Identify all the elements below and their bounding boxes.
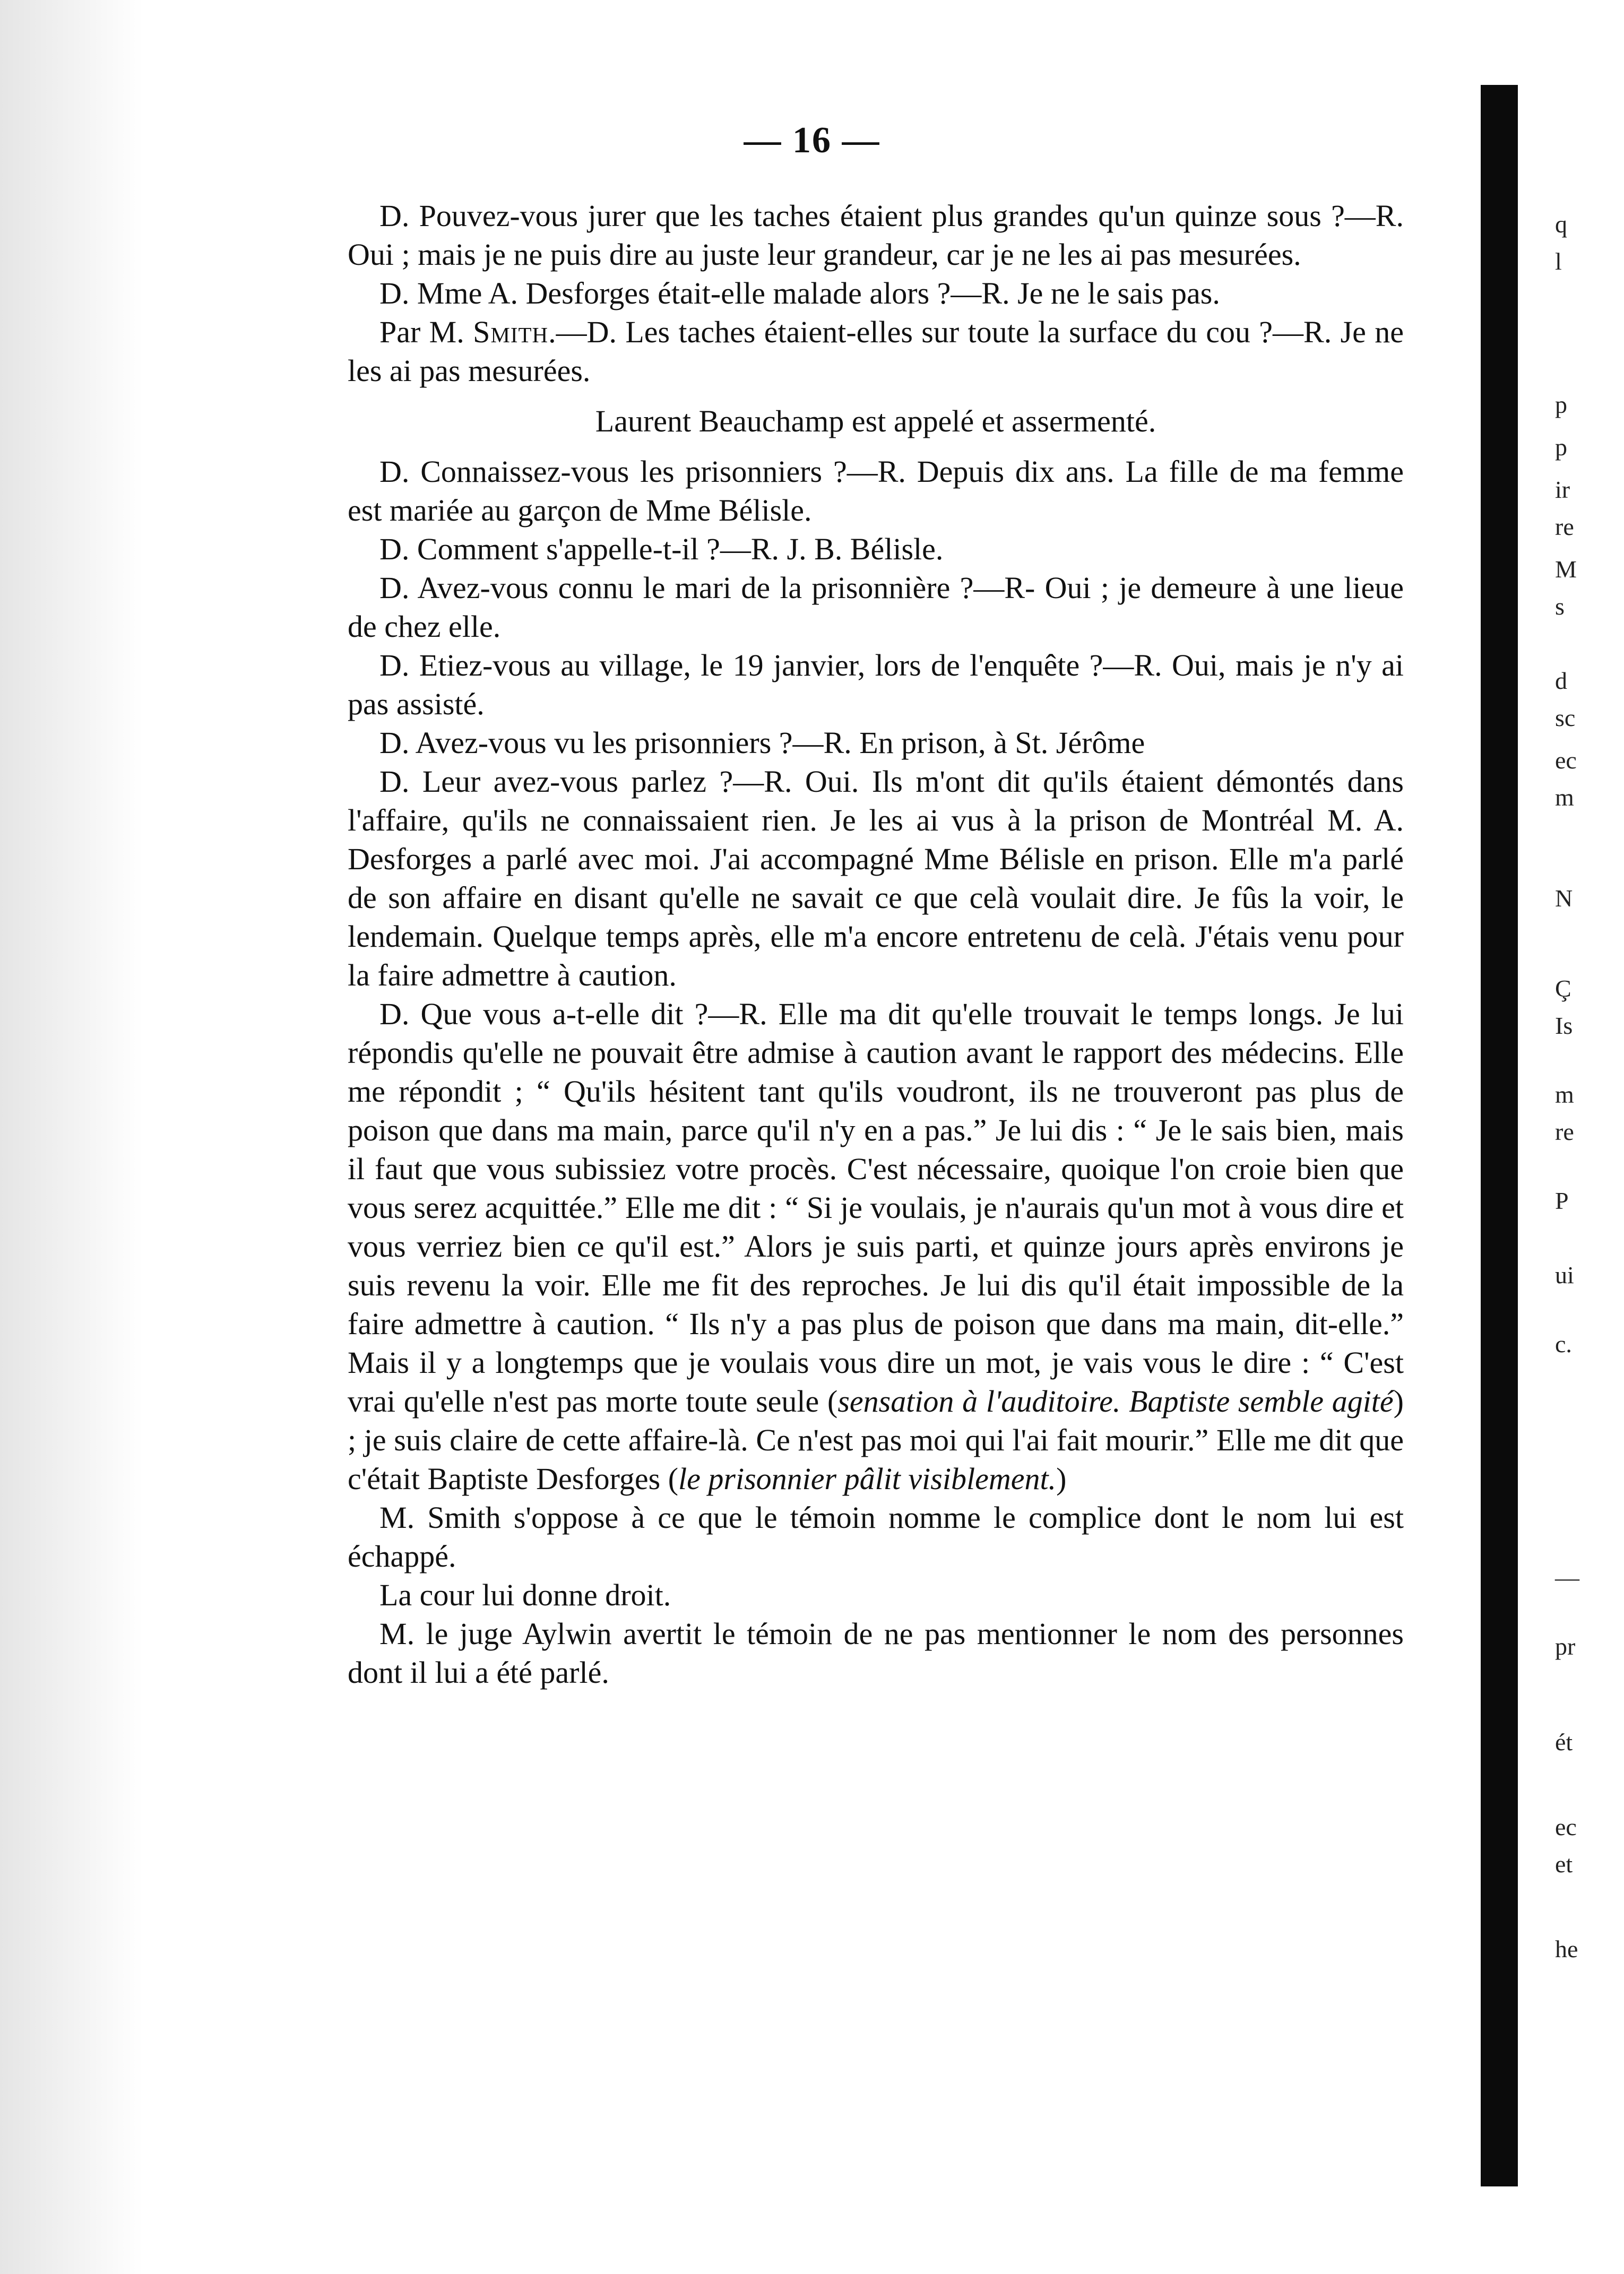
text-run: D. Leur avez-vous parlez ?—R. Oui. Ils m'ont dit qu'ils étaient démontés dans l'affaire, qu'ils ne connaissaient rien. Je les ai vus à la prison de Montréal M. A. Desforges a parlé avec moi. J'ai accompagné Mme Bélisle en prison. Elle m'a parlé de son affaire en disant qu'elle ne savait ce que celà voulait dire. Je fûs la voir, le lendemain. Quelque temps après, elle m'a encore entretenu de celà. J'étais venu pour la faire admettre à caution.	[348, 764, 1404, 992]
facing-page-fragment: P	[1555, 1187, 1569, 1214]
italic-aside: sensation à l'auditoire. Baptiste semble agité	[837, 1384, 1394, 1419]
facing-page-fragment: ét	[1555, 1728, 1573, 1756]
page-edge-shadow	[0, 0, 159, 2274]
paragraph	[348, 313, 1404, 390]
paragraph	[348, 452, 1404, 530]
facing-page-fragment: l	[1555, 248, 1562, 275]
facing-page-fragment: Ç	[1555, 975, 1571, 1002]
facing-page-fragment: N	[1555, 885, 1573, 912]
text-run: D. Avez-vous vu les prisonniers ?—R. En prison, à St. Jérôme	[379, 725, 1145, 760]
facing-page-fragment: q	[1555, 211, 1567, 238]
facing-page-fragment: Is	[1555, 1012, 1573, 1039]
facing-page-fragment: re	[1555, 1118, 1574, 1145]
paragraph	[348, 995, 1404, 1498]
facing-page-fragment: re	[1555, 513, 1574, 540]
text-run: D. Mme A. Desforges était-elle malade alors ?—R. Je ne le sais pas.	[379, 276, 1220, 310]
paragraph	[348, 1576, 1404, 1614]
text-run: D. Que vous a-t-elle dit ?—R. Elle ma dit qu'elle trouvait le temps longs. Je lui répondis qu'elle ne pouvait être admise à caution avant le rapport des médecins. Elle me répondit ; “ Qu'ils hésitent tant qu'ils voudront, ils ne trouveront pas plus de poison que dans ma main, parce qu'il n'y en a pas.” Je lui dis : “ Je le sais bien, mais il faut que vous subissiez votre procès. C'est nécessaire, quoique l'on croie bien que vous serez acquittée.” Elle me dit : “ Si je voulais, je n'aurais qu'un mot à vous dire et vous verriez bien ce qu'il est.” Alors je suis parti, et quinze jours après environs je suis revenu la voir. Elle me fit des reproches. Je lui dis qu'il était impossible de la faire admettre à caution. “ Ils n'y a pas plus de poison que dans ma main, dit-elle.” Mais il y a longtemps que je voulais vous dire un mot, je vais vous le dire : “ C'est vrai qu'elle n'est pas morte toute seule (	[348, 997, 1404, 1419]
facing-page-fragment: m	[1555, 784, 1574, 811]
page-number: — 16 —	[744, 120, 880, 161]
facing-page-fragment: ui	[1555, 1261, 1574, 1289]
text-run: D. Avez-vous connu le mari de la prisonnière ?—R- Oui ; je demeure à une lieue de chez elle.	[348, 570, 1404, 644]
italic-aside: le prisonnier pâlit visiblement.	[678, 1462, 1057, 1496]
facing-page-fragment: pr	[1555, 1633, 1576, 1660]
text-run: M. Smith s'oppose à ce que le témoin nomme le complice dont le nom lui est échappé.	[348, 1500, 1404, 1573]
facing-page-fragment: —	[1555, 1564, 1579, 1591]
witness-heading	[348, 402, 1404, 440]
text-run: D. Etiez-vous au village, le 19 janvier, lors de l'enquête ?—R. Oui, mais je n'y ai pas assisté.	[348, 648, 1404, 721]
text-run: D. Connaissez-vous les prisonniers ?—R. Depuis dix ans. La fille de ma femme est mariée au garçon de Mme Bélisle.	[348, 454, 1404, 528]
facing-page-fragment: m	[1555, 1081, 1574, 1108]
body-text	[348, 196, 1404, 1692]
facing-page-fragment: et	[1555, 1851, 1573, 1878]
facing-page-fragment: d	[1555, 667, 1567, 694]
text-run: M. le juge Aylwin avertit le témoin de ne pas mentionner le nom des personnes dont il lui a été parlé.	[348, 1616, 1404, 1690]
text-run: D. Pouvez-vous jurer que les taches étaient plus grandes qu'un quinze sous ?—R. Oui ; mais je ne puis dire au juste leur grandeur, car je ne les ai pas mesurées.	[348, 198, 1404, 272]
paragraph	[348, 530, 1404, 568]
facing-page-fragment: M	[1555, 556, 1577, 583]
paragraph	[348, 646, 1404, 723]
facing-page-strip	[1555, 212, 1619, 2070]
text-run: Laurent Beauchamp est appelé et assermenté.	[595, 404, 1156, 438]
paragraph	[348, 196, 1404, 274]
facing-page-fragment: ec	[1555, 747, 1577, 774]
facing-page-fragment: c.	[1555, 1330, 1572, 1358]
facing-page-fragment: he	[1555, 1935, 1578, 1962]
paragraph	[348, 762, 1404, 995]
facing-page-fragment: p	[1555, 434, 1567, 461]
facing-page-fragment: ec	[1555, 1813, 1577, 1840]
paragraph	[348, 568, 1404, 646]
text-run: Par M.	[379, 315, 473, 349]
facing-page-fragment: sc	[1555, 704, 1576, 731]
text-run: )	[1056, 1462, 1067, 1496]
text-run: ) ; je suis claire de cette affaire-là. Ce n'est pas moi qui l'ai fait mourir.” Elle me dit que c'était Baptiste Desforges (	[348, 1384, 1404, 1496]
facing-page-fragment: ir	[1555, 476, 1570, 503]
facing-page-fragment: p	[1555, 391, 1567, 418]
text-run: La cour lui donne droit.	[379, 1578, 671, 1612]
facing-page-fragment: s	[1555, 593, 1565, 620]
paragraph	[348, 1498, 1404, 1576]
text-run: D. Comment s'appelle-t-il ?—R. J. B. Bélisle.	[379, 532, 944, 566]
paragraph	[348, 1614, 1404, 1692]
text-run: .—D. Les taches étaient-elles sur toute la surface du cou ?—R. Je ne les ai pas mesurées.	[348, 315, 1404, 388]
small-caps-name: Smith	[473, 315, 549, 349]
book-gutter	[1481, 85, 1518, 2186]
paragraph	[348, 274, 1404, 313]
paragraph	[348, 723, 1404, 762]
